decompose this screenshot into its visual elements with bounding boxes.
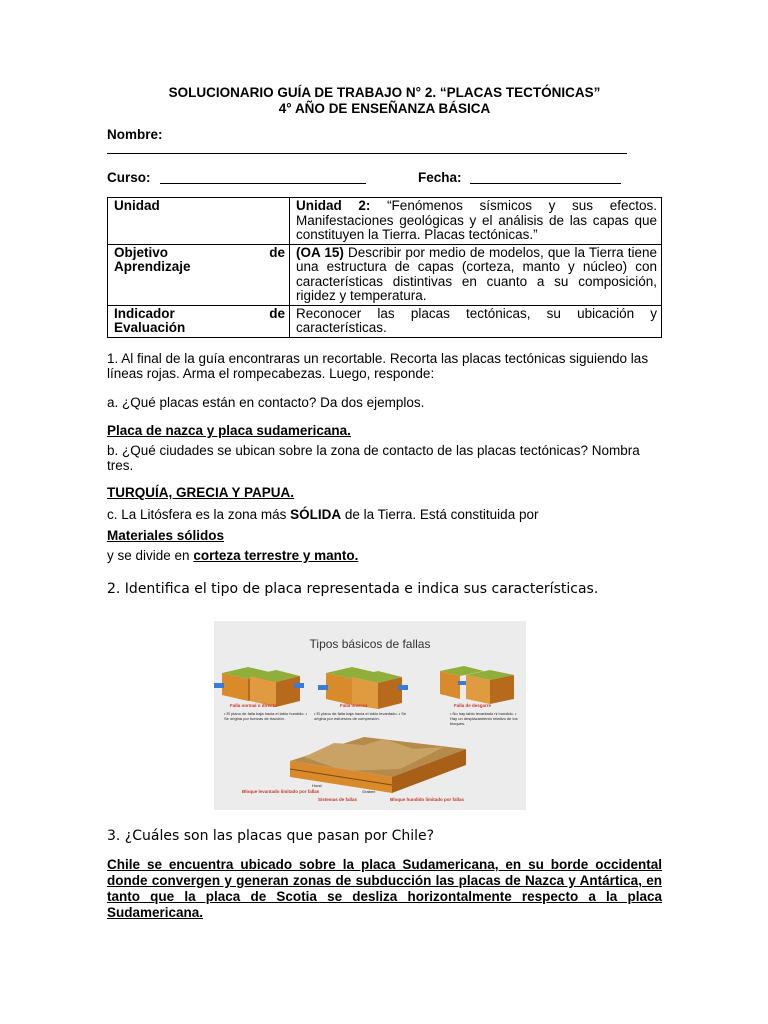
q1c-line3 xyxy=(107,548,662,563)
aprendizaje-word: Aprendizaje xyxy=(114,259,191,274)
unidad-text: “Fenómenos sísmicos y sus efectos. Manifestaciones geológicas y el análisis de las capas que constituyen la Tierra. Placas tectónicas.” xyxy=(296,198,657,242)
objetivo-value xyxy=(290,244,662,305)
objetivo-text: Describir por medio de modelos, que la Tierra tiene una estructura de capas (corteza, manto y núcleo) con características distintivas en cuanto a su composición, rigidez y temperatura. xyxy=(296,244,657,303)
note-reverse-fault: • El plano de falla baja hacia el labio levantado. • Se origina por esfuerzos de compresión. xyxy=(314,711,407,721)
note-normal-fault: • El plano de falla baja hacia el labio hundido. • Se origina por fuerzas de tracción. xyxy=(224,711,308,721)
fecha-label: Fecha: xyxy=(418,170,462,185)
label-sunken-block: Bloque hundido limitado por fallas xyxy=(390,797,464,802)
objetivo-de: de xyxy=(269,244,285,260)
indicador-word: Indicador xyxy=(114,305,175,321)
q1b-answer: TURQUÍA, GRECIA Y PAPUA. xyxy=(107,485,295,500)
indicador-de: de xyxy=(269,305,285,321)
label-raised-block: Bloque levantado limitado por fallas xyxy=(242,789,320,794)
page-title-line1: SOLUCIONARIO GUÍA DE TRABAJO N° 2. “PLACAS TECTÓNICAS” xyxy=(168,85,601,100)
table-row xyxy=(108,198,662,245)
caption-strike-slip: Falla de desgarre xyxy=(454,703,492,708)
normal-fault-block xyxy=(214,667,304,707)
q2-question: 2. Identifica el tipo de placa representada e indica sus características. xyxy=(107,581,599,597)
table-row xyxy=(108,244,662,305)
unidad-value xyxy=(290,198,662,245)
figure-title: Tipos básicos de fallas xyxy=(309,637,431,651)
label-graben: Graben xyxy=(362,789,376,794)
q1c-part1: c. La Litósfera es la zona más xyxy=(107,507,291,522)
evaluacion-word: Evaluación xyxy=(114,320,186,335)
curso-line[interactable] xyxy=(160,183,366,184)
unidad-label: Unidad xyxy=(108,198,290,245)
q1c-answer1: Materiales sólidos xyxy=(107,528,225,543)
indicador-label xyxy=(108,305,290,337)
indicador-value: Reconocer las placas tectónicas, su ubicación y características. xyxy=(290,305,662,337)
unidad-bold: Unidad 2: xyxy=(296,198,371,213)
q3-answer: Chile se encuentra ubicado sobre la placa Sudamericana, en su borde occidental donde convergen y generan zonas de subducción las placas de Nazca y Antártica, en tanto que la placa de Scotia se desliza horizontalmente respecto a la placa Sudamericana. xyxy=(107,857,662,920)
q1a-question: a. ¿Qué placas están en contacto? Da dos ejemplos. xyxy=(107,395,425,410)
label-horst: Horst xyxy=(312,783,322,788)
q1c-part2: de la Tierra. Está constituida por xyxy=(341,507,539,522)
caption-normal-fault: Falla normal o directa xyxy=(230,703,277,708)
q1a-answer: Placa de nazca y placa sudamericana. xyxy=(107,423,351,438)
label-fault-systems: Sistemas de fallas xyxy=(318,797,358,802)
fault-types-figure xyxy=(214,621,526,810)
table-row xyxy=(108,305,662,337)
note-strike-slip: • No hay labio levantado ni hundido. • Hay un desplazamiento relativo de los bloques. xyxy=(450,711,518,726)
page-title-line2: 4° AÑO DE ENSEÑANZA BÁSICA xyxy=(278,101,491,116)
nombre-label: Nombre: xyxy=(107,127,163,142)
q1b-question: b. ¿Qué ciudades se ubican sobre la zona de contacto de las placas tectónicas? Nombra tres. xyxy=(107,443,640,473)
fecha-line[interactable] xyxy=(470,183,621,184)
info-table xyxy=(107,197,662,338)
q3-question: 3. ¿Cuáles son las placas que pasan por Chile? xyxy=(107,828,435,844)
oa-bold: (OA 15) xyxy=(296,244,344,260)
q1c-bold: SÓLIDA xyxy=(290,507,342,522)
q1c-answer2: corteza terrestre y manto. xyxy=(193,548,359,563)
strike-slip-block xyxy=(440,666,514,704)
caption-reverse-fault: Falla inversa xyxy=(340,703,368,708)
curso-label: Curso: xyxy=(107,170,151,185)
nombre-line[interactable] xyxy=(107,153,627,154)
q1c-question xyxy=(107,507,662,522)
objetivo-word: Objetivo xyxy=(114,244,169,260)
q1c-part3: y se divide en xyxy=(107,548,194,563)
objetivo-label xyxy=(108,244,290,305)
q1-intro: 1. Al final de la guía encontraras un recortable. Recorta las placas tectónicas siguiendo las líneas rojas. Arma el rompecabezas. Luego, responde: xyxy=(107,351,649,381)
